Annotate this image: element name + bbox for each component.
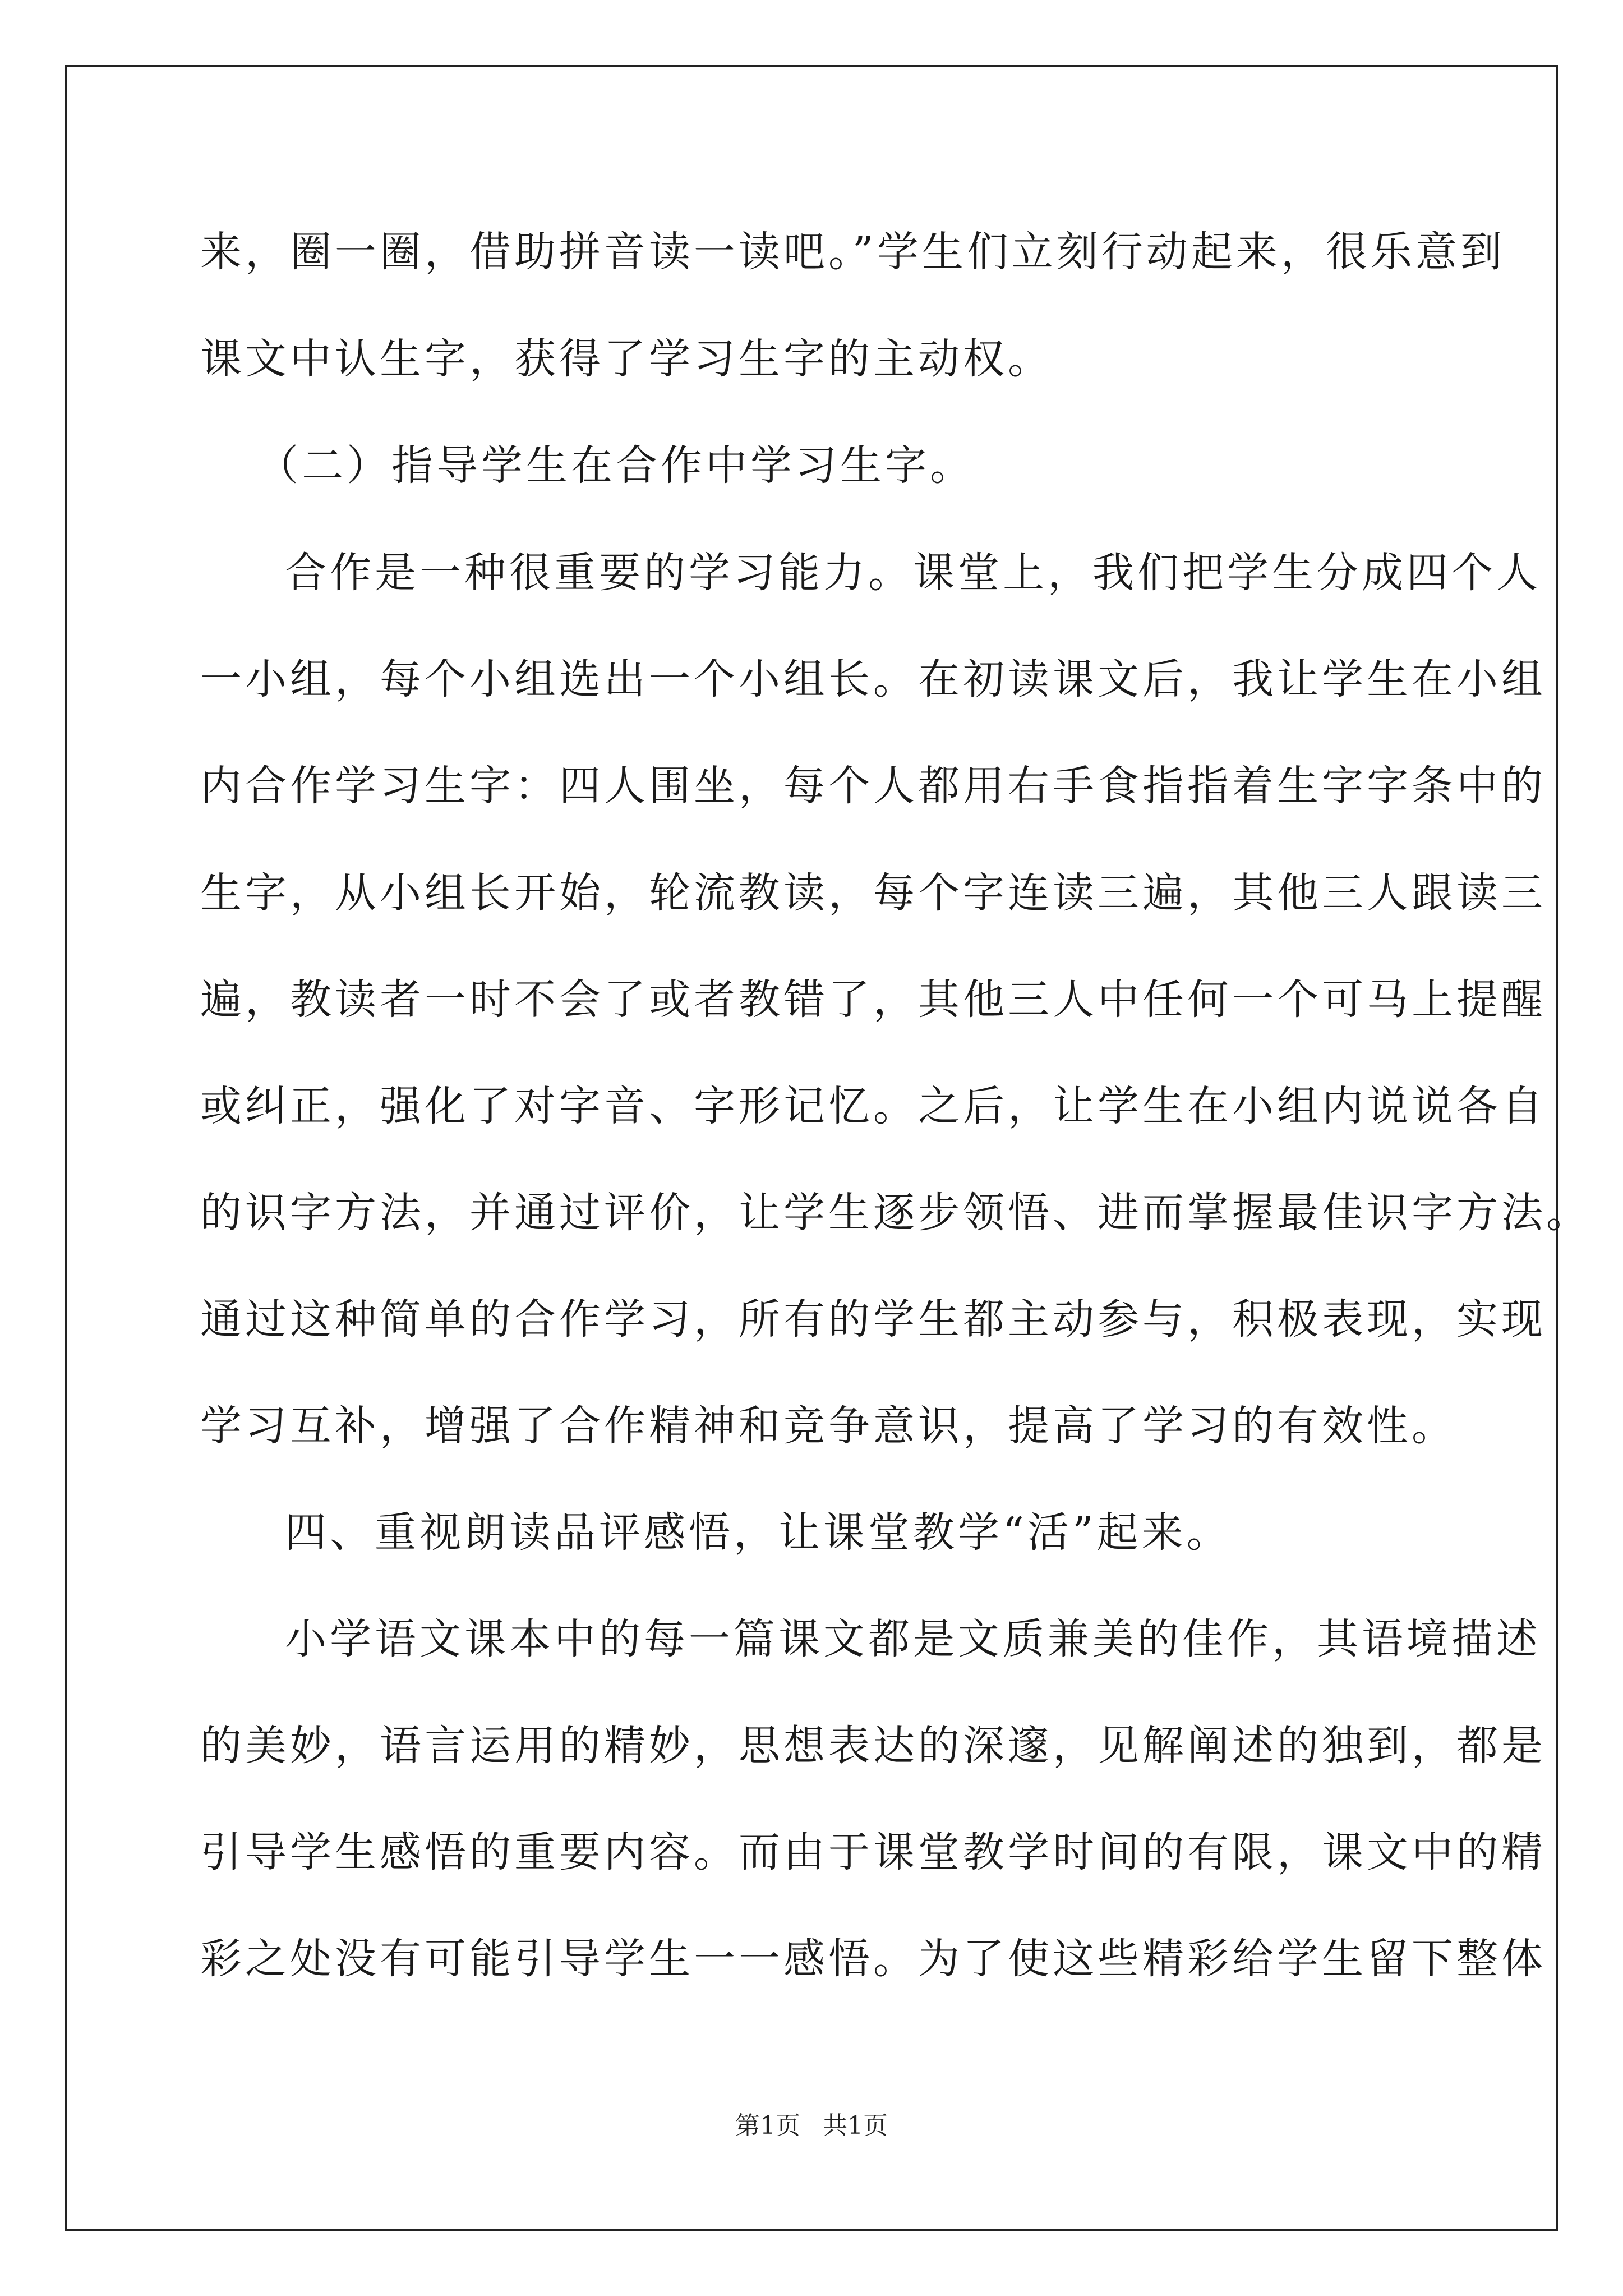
text-line: 的美妙，语言运用的精妙，思想表达的深邃，见解阐述的独到，都是 [200,1722,1546,1770]
text-line: 或纠正，强化了对字音、字形记忆。之后，让学生在小组内说说各自 [200,1082,1546,1130]
text-line: 彩之处没有可能引导学生一一感悟。为了使这些精彩给学生留下整体 [200,1935,1546,1983]
text-line: 的识字方法，并通过评价，让学生逐步领悟、进而掌握最佳识字方法。 [200,1189,1591,1237]
section-heading: （二）指导学生在合作中学习生字。 [257,441,975,490]
text-line: 引导学生感悟的重要内容。而由于课堂教学时间的有限，课文中的精 [200,1828,1546,1876]
text-line: 内合作学习生字：四人围坐，每个人都用右手食指指着生字字条中的 [200,762,1546,810]
text-line: 课文中认生字，获得了学习生字的主动权。 [200,335,1053,383]
paragraph-start: 小学语文课本中的每一篇课文都是文质兼美的佳作，其语境描述 [285,1615,1541,1663]
text-line: 来，圈一圈，借助拼音读一读吧。”学生们立刻行动起来，很乐意到 [200,228,1505,276]
page-footer [0,2109,1623,2143]
page-number: 第1页 [735,2111,800,2140]
text-line: 生字，从小组长开始，轮流教读，每个字连读三遍，其他三人跟读三 [200,869,1546,917]
text-line: 遍，教读者一时不会了或者教错了，其他三人中任何一个可马上提醒 [200,976,1546,1024]
page-total: 共1页 [823,2111,888,2140]
text-line: 通过这种简单的合作学习，所有的学生都主动参与，积极表现，实现 [200,1295,1546,1343]
text-line: 一小组，每个小组选出一个小组长。在初读课文后，我让学生在小组 [200,655,1546,703]
text-line: 学习互补，增强了合作精神和竞争意识，提高了学习的有效性。 [200,1402,1456,1450]
section-heading: 四、重视朗读品评感悟，让课堂教学“活”起来。 [285,1508,1232,1557]
paragraph-start: 合作是一种很重要的学习能力。课堂上，我们把学生分成四个人 [285,549,1541,597]
page-border [65,65,1591,2231]
